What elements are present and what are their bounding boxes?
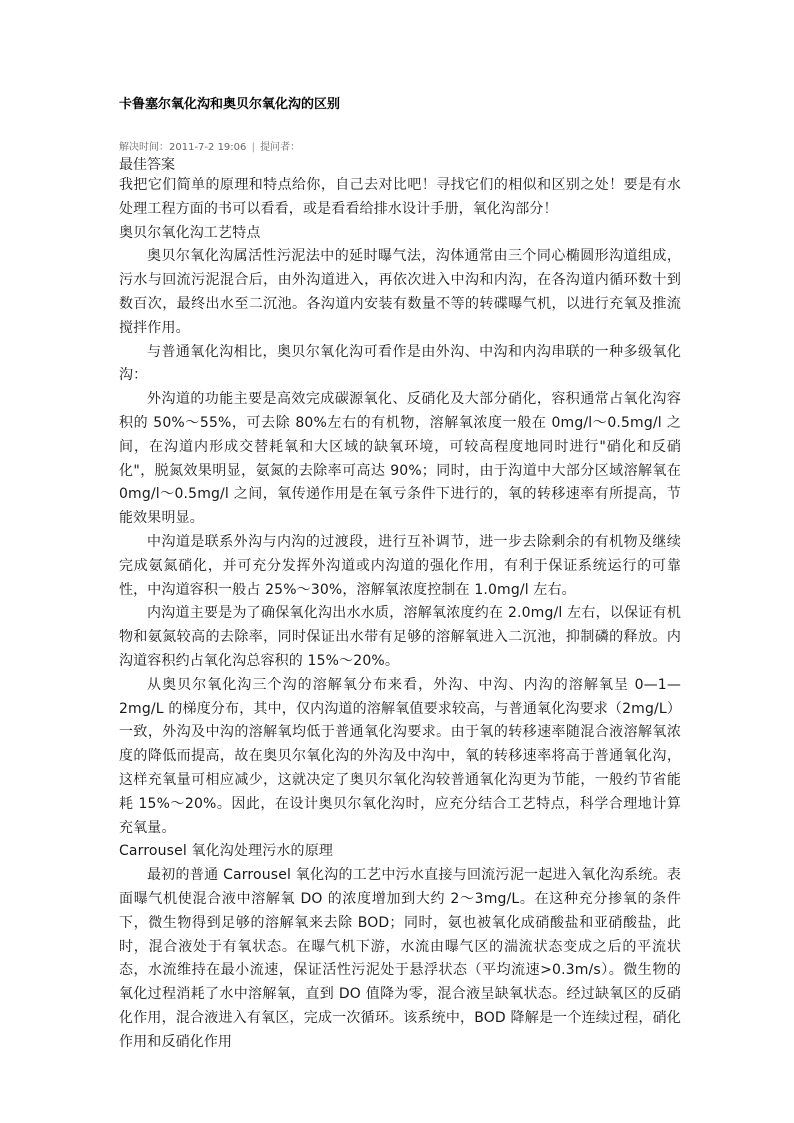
resolved-time-label: 解决时间： [119,142,169,153]
resolved-time-value: 2011-7-2 19:06 [169,142,247,153]
section-heading-orbal: 奥贝尔氧化沟工艺特点 [119,224,261,241]
paragraph-orbal-comparison: 与普通氧化沟相比，奥贝尔氧化沟可看作是由外沟、中沟和内沟串联的一种多级氧化沟： [119,343,681,384]
best-answer-label: 最佳答案 [119,157,175,173]
answer-body [119,174,681,1054]
meta-separator: | [251,142,255,153]
answer-meta [119,141,681,155]
paragraph-middle-channel: 中沟道是联系外沟与内沟的过渡段，进行互补调节，进一步去除剩余的有机物及继续完成氨氮硝化，并可充分发挥外沟道或内沟道的强化作用，有利于保证系统运行的可靠性，中沟道容积一般占 25%～30%，溶解氧浓度控制在 1.0mg/l 左右。 [119,533,681,598]
paragraph-do-distribution: 从奥贝尔氧化沟三个沟的溶解氧分布来看，外沟、中沟、内沟的溶解氧呈 0—1—2mg/L 的梯度分布，其中，仅内沟道的溶解氧值要求较高，与普通氧化沟要求（2mg/L）一致，外沟及中沟的溶解氧均低于普通氧化沟要求。由于氧的转移速率随混合液溶解氧浓度的降低而提高，故在奥贝尔氧化沟的外沟及中沟中，氧的转移速率将高于普通氧化沟，这样充氧量可相应减少，这就决定了奥贝尔氧化沟较普通氧化沟更为节能，一般约节省能耗 15%～20%。因此，在设计奥贝尔氧化沟时，应充分结合工艺特点，科学合理地计算充氧量。 [119,676,681,836]
section-heading-carrousel: Carrousel 氧化沟处理污水的原理 [119,843,333,860]
document-title: 卡鲁塞尔氧化沟和奥贝尔氧化沟的区别 [119,97,341,112]
paragraph-carrousel-process: 最初的普通 Carrousel 氧化沟的工艺中污水直接与回流污泥一起进入氧化沟系统。表面曝气机使混合液中溶解氧 DO 的浓度增加到大约 2～3mg/L。在这种充分掺氧的条件下，微生物得到足够的溶解氧来去除 BOD；同时，氨也被氧化成硝酸盐和亚硝酸盐，此时，混合液处于有氧状态。在曝气机下游，水流由曝气区的湍流状态变成之后的平流状态，水流维持在最小流速，保证活性污泥处于悬浮状态（平均流速>0.3m/s）。微生物的氧化过程消耗了水中溶解氧，直到 DO 值降为零，混合液呈缺氧状态。经过缺氧区的反硝化作用，混合液进入有氧区，完成一次循环。该系统中，BOD 降解是一个连续过程，硝化作用和反硝化作用 [119,867,681,1050]
paragraph-outer-channel: 外沟道的功能主要是高效完成碳源氧化、反硝化及大部分硝化，容积通常占氧化沟容积的 50%～55%，可去除 80%左右的有机物，溶解氧浓度一般在 0mg/l～0.5mg/l 之间，在沟道内形成交替耗氧和大区域的缺氧环境，可较高程度地同时进行"硝化和反硝化"，脱氮效果明显，氨氮的去除率可高达 90%；同时，由于沟道中大部分区域溶解氧在 0mg/l～0.5mg/l 之间，氧传递作用是在氧亏条件下进行的，氧的转移速率有所提高，节能效果明显。 [119,391,681,527]
paragraph-orbal-overview: 奥贝尔氧化沟属活性污泥法中的延时曝气法，沟体通常由三个同心椭圆形沟道组成，污水与回流污泥混合后，由外沟道进入，再依次进入中沟和内沟，在各沟道内循环数十到数百次，最终出水至二沉池。各沟道内安装有数量不等的转碟曝气机，以进行充氧及推流搅拌作用。 [119,248,681,336]
intro-paragraph: 我把它们简单的原理和特点给你，自己去对比吧！寻找它们的相似和区别之处！要是有水处理工程方面的书可以看看，或是看看给排水设计手册，氧化沟部分！ [119,177,681,217]
paragraph-inner-channel: 内沟道主要是为了确保氧化沟出水水质，溶解氧浓度约在 2.0mg/l 左右，以保证有机物和氨氮较高的去除率，同时保证出水带有足够的溶解氧进入二沉池，抑制磷的释放。内沟道容积约占氧化沟总容积的 15%～20%。 [119,605,681,669]
asker-label: 提问者： [260,142,301,153]
document-page [119,95,681,1054]
